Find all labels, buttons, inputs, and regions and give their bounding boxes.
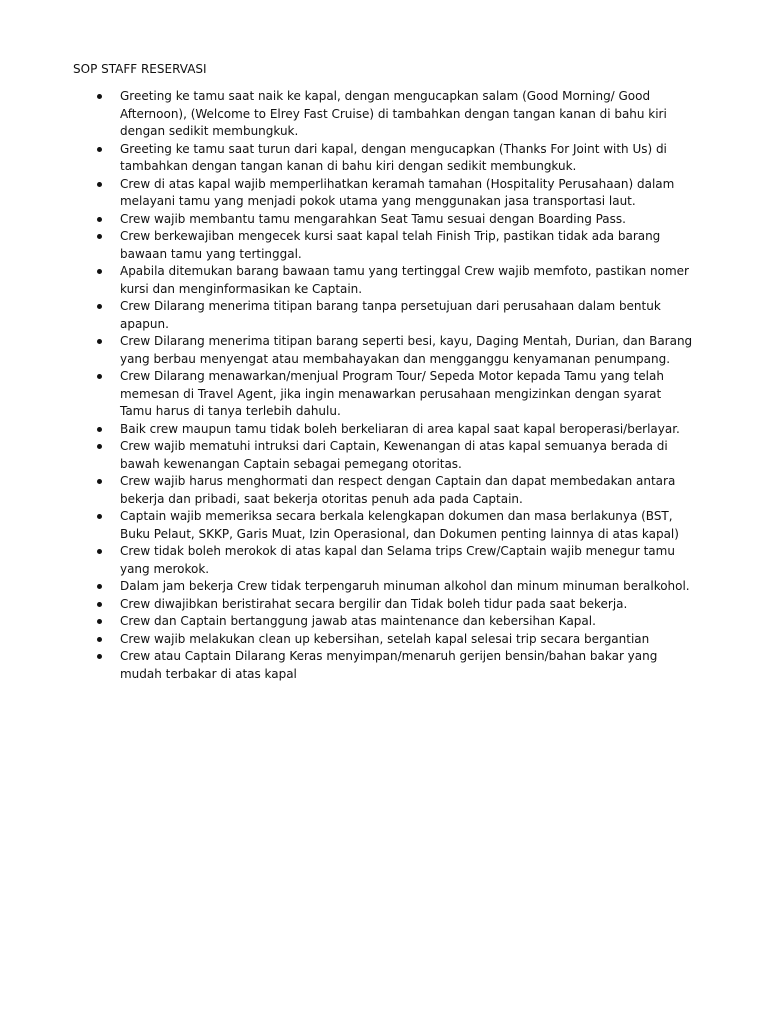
list-item (97, 298, 693, 333)
list-item-text: Crew Dilarang menawarkan/menjual Program Tour/ Sepeda Motor kepada Tamu yang telah memesan di Travel Agent, jika ingin menawarkan perusahaan mengizinkan dengan syarat Tamu harus di tanya terlebih dahulu. (120, 369, 664, 418)
list-item (97, 578, 693, 596)
list-item-text: Baik crew maupun tamu tidak boleh berkeliaran di area kapal saat kapal beroperasi/berlayar. (120, 421, 680, 436)
list-item-text: Crew dan Captain bertanggung jawab atas maintenance dan kebersihan Kapal. (120, 614, 596, 628)
list-item-text: Greeting ke tamu saat naik ke kapal, dengan mengucapkan salam (Good Morning/ Good Afternoon), (Welcome to Elrey Fast Cruise) di tambahkan dengan tangan kanan di bahu kiri dengan sedikit membungkuk. (120, 89, 667, 138)
sop-rule-list (97, 88, 693, 683)
list-item (97, 648, 693, 683)
list-item-text: Crew wajib mematuhi intruksi dari Captain, Kewenangan di atas kapal semuanya berada di bawah kewenangan Captain sebagai pemegang otoritas. (120, 439, 668, 471)
bullet-icon (97, 217, 102, 222)
list-item-text: Dalam jam bekerja Crew tidak terpengaruh minuman alkohol dan minum minuman beralkohol. (120, 579, 690, 593)
bullet-icon (97, 637, 102, 642)
bullet-icon (97, 584, 102, 589)
list-item (97, 368, 693, 421)
bullet-icon (97, 374, 102, 379)
list-item-text: Crew di atas kapal wajib memperlihatkan keramah tamahan (Hospitality Perusahaan) dalam melayani tamu yang menjadi pokok utama yang menggunakan jasa transportasi laut. (120, 176, 675, 208)
bullet-icon (97, 444, 102, 449)
list-item-text: Apabila ditemukan barang bawaan tamu yang tertinggal Crew wajib memfoto, pastikan nomer kursi dan menginformasikan ke Captain. (120, 264, 689, 296)
list-item (97, 438, 693, 473)
list-item-text: Crew wajib melakukan clean up kebersihan, setelah kapal selesai trip secara bergantian (120, 631, 650, 646)
list-item (97, 88, 693, 141)
list-item-text: Greeting ke tamu saat turun dari kapal, dengan mengucapkan (Thanks For Joint with Us) di tambahkan dengan tangan kanan di bahu kiri dengan sedikit membungkuk. (120, 141, 667, 173)
list-item (97, 141, 693, 176)
list-item-text: Crew Dilarang menerima titipan barang tanpa persetujuan dari perusahaan dalam bentuk apapun. (120, 299, 661, 331)
list-item (97, 421, 693, 439)
list-item (97, 613, 693, 631)
bullet-icon (97, 339, 102, 344)
list-item (97, 228, 693, 263)
bullet-icon (97, 479, 102, 484)
list-item-text: Crew wajib membantu tamu mengarahkan Seat Tamu sesuai dengan Boarding Pass. (120, 211, 626, 226)
bullet-icon (97, 94, 102, 99)
document-title: SOP STAFF RESERVASI (73, 62, 207, 76)
list-item-text: Crew tidak boleh merokok di atas kapal dan Selama trips Crew/Captain wajib menegur tamu yang merokok. (120, 544, 675, 576)
list-item (97, 508, 693, 543)
list-item (97, 596, 693, 614)
list-item (97, 543, 693, 578)
list-item-text: Crew berkewajiban mengecek kursi saat kapal telah Finish Trip, pastikan tidak ada barang bawaan tamu yang tertinggal. (120, 229, 661, 261)
list-item-text: Crew diwajibkan beristirahat secara bergilir dan Tidak boleh tidur pada saat bekerja. (120, 596, 628, 611)
list-item-text: Crew atau Captain Dilarang Keras menyimpan/menaruh gerijen bensin/bahan bakar yang mudah terbakar di atas kapal (120, 649, 658, 681)
bullet-icon (97, 654, 102, 659)
list-item (97, 211, 693, 229)
bullet-icon (97, 619, 102, 624)
list-item-text: Crew wajib harus menghormati dan respect dengan Captain dan dapat membedakan antara bekerja dan pribadi, saat bekerja otoritas penuh ada pada Captain. (120, 474, 676, 506)
bullet-icon (97, 304, 102, 309)
bullet-icon (97, 234, 102, 239)
bullet-icon (97, 269, 102, 274)
list-item (97, 176, 693, 211)
bullet-icon (97, 602, 102, 607)
bullet-icon (97, 427, 102, 432)
bullet-icon (97, 514, 102, 519)
list-item-text: Captain wajib memeriksa secara berkala kelengkapan dokumen dan masa berlakunya (BST, Buku Pelaut, SKKP, Garis Muat, Izin Operasional, dan Dokumen penting lainnya di atas kapal) (120, 509, 679, 541)
list-item (97, 333, 693, 368)
list-item (97, 473, 693, 508)
bullet-icon (97, 182, 102, 187)
bullet-icon (97, 549, 102, 554)
list-item-text: Crew Dilarang menerima titipan barang seperti besi, kayu, Daging Mentah, Durian, dan Barang yang berbau menyengat atau membahayakan dan mengganggu kenyamanan penumpang. (120, 334, 693, 366)
list-item (97, 631, 693, 649)
list-item (97, 263, 693, 298)
bullet-icon (97, 147, 102, 152)
